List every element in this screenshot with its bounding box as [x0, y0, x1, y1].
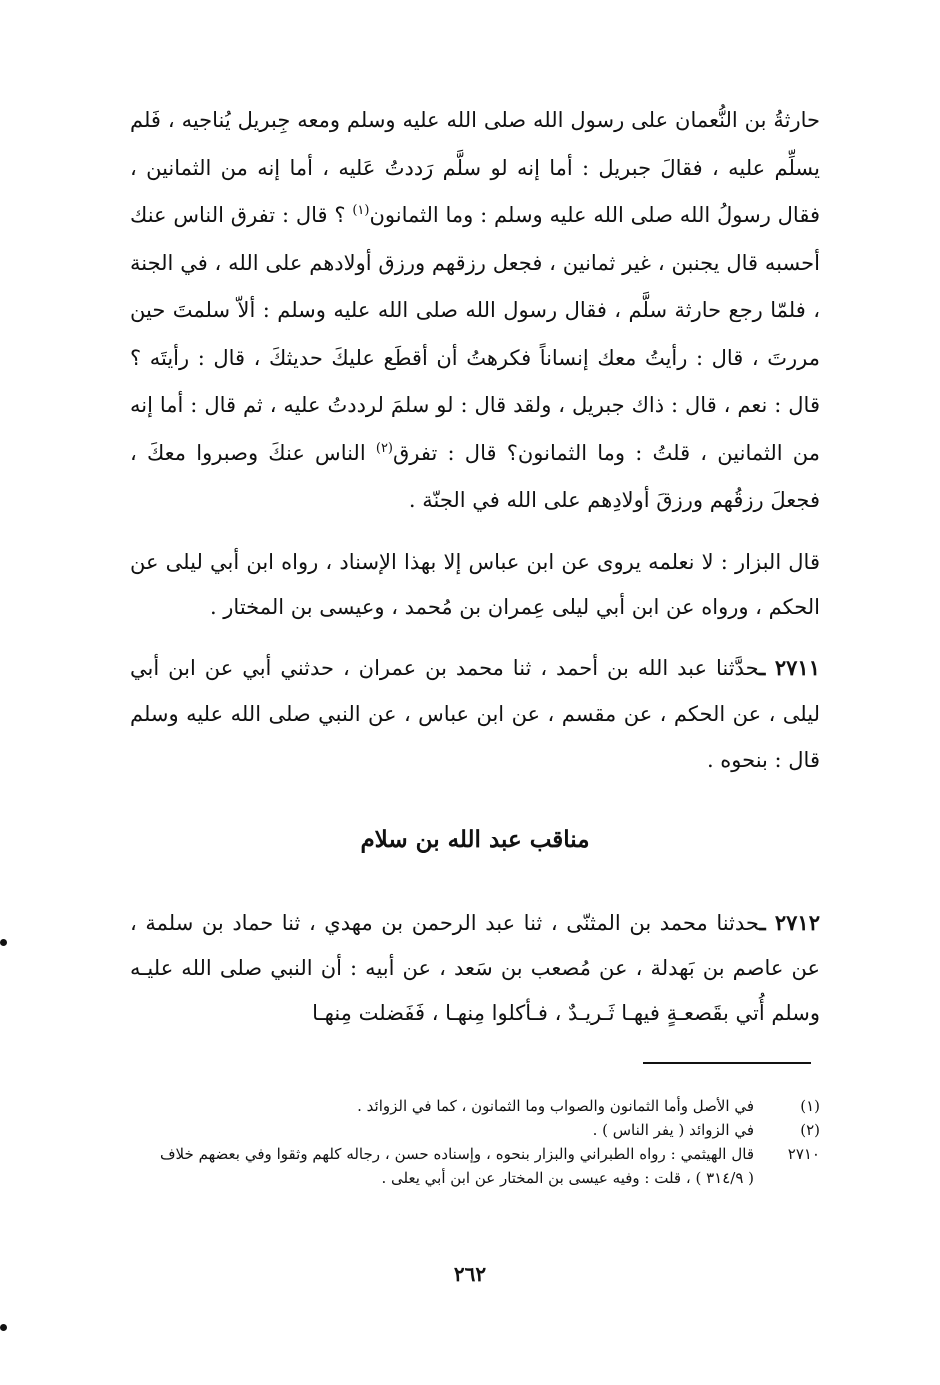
footnotes [160, 1094, 820, 1190]
paragraph-hadith-2712 [130, 900, 820, 1036]
paragraph-hadith-2710-continued [130, 97, 820, 525]
paragraph-1-text-a: حارثةُ بن النُّعمان على رسول الله صلى الله عليه وسلم ومعه جِبريل يُناجيه ، فَلم يسلِّم عليه ، فقالَ جبريل : أما إنه لو سلَّم رَددتُ عَليه ، أما إنه من الثمانين ، فقال رسولُ الله صلى الله عليه وسلم : وما الثمانون [130, 108, 820, 227]
section-heading: مناقب عبد الله بن سلام [360, 826, 590, 853]
paragraph-bazzar-comment: قال البزار : لا نعلمه يروى عن ابن عباس إلا بهذا الإسناد ، رواه ابن أبي ليلى عن الحكم ، ورواه عن ابن أبي ليلى عِمران بن مُحمد ، وعيسى بن المختار . [130, 550, 820, 619]
scan-artifact-dot [0, 1324, 7, 1331]
footnote-2-label: (٢) [800, 1121, 820, 1139]
hadith-2712-text: حدثنا محمد بن المثنّى ، ثنا عبد الرحمن بن مهدي ، ثنا حماد بن سلمة ، عن عاصم بن بَهدلة ، عن مُصعب بن سَعد ، عن أبيه : أن النبي صلى الله عليـه وسلم أُتي بقَصعـةٍ فيهـا ثَـريـدٌ ، فـأكلوا مِنهـا ، فَفَضلت مِنهـا [130, 911, 820, 1025]
footnote-1-label: (١) [800, 1097, 820, 1115]
footnote-1 [160, 1094, 820, 1118]
page-number: ٢٦٢ [453, 1262, 487, 1286]
paragraph-hadith-2711 [130, 645, 820, 783]
footnote-marker-2: (٢) [375, 440, 393, 456]
paragraph-1-text-b: ؟ [334, 203, 353, 227]
hadith-2711-text: حدَّثنا عبد الله بن أحمد ، ثنا محمد بن عمران ، حدثني أبي عن ابن أبي ليلى ، عن الحكم ، عن مقسم ، عن ابن عباس ، عن النبي صلى الله عليه وسلم قال : بنحوه . [130, 656, 820, 772]
footnote-2 [160, 1118, 820, 1142]
paragraph-1-text-d: الناس عنكَ وصبروا معكَ ، فجعلَ رزقُهم ورزقَ أولادِهم على الله في الجنّة . [130, 440, 820, 512]
hadith-number-2711: ٢٧١١ ـ [759, 655, 820, 680]
footnote-marker-1: (١) [352, 203, 370, 218]
footnote-1-text: في الأصل وأما الثمانون والصواب وما الثمانون ، كما في الزوائد . [357, 1097, 754, 1115]
footnote-2-text: في الزوائد ( يفر الناس ) . [592, 1121, 754, 1139]
hadith-number-2712: ٢٧١٢ ـ [759, 910, 820, 935]
footnote-2710-label: ٢٧١٠ [787, 1145, 820, 1163]
footnote-divider [643, 1062, 811, 1064]
footnote-2710-text: قال الهيثمي : رواه الطبراني والبزار بنحوه ، وإسناده حسن ، رجاله كلهم وثقوا وفي بعضهم خلاف ( ٣١٤/٩ ) ، قلت : وفيه عيسى بن المختار عن ابن أبي يعلى . [160, 1145, 754, 1187]
paragraph-1-text-c: قال : تفرق الناس عنك أحسبه قال يجنبن ، غير ثمانين ، فجعل رزقهم ورزق أولادهم على الله ، في الجنة ، فلمّا رجع حارثة سلَّم ، فقال رسول الله صلى الله عليه وسلم : ألاّ سلمتَ حين مررتَ ، قال : رأيتُ معك إنساناً فكرهتُ أن أقطَع عليكَ حديثكَ ، قال : رأيتَه ؟ قال : نعم ، قال : ذاك جبريل ، ولقد قال : لو سلمَ لرددتُ عليه ، ثم قال : أما إنه من الثمانين ، قلتُ : وما الثمانون؟ قال : تفرق [130, 203, 820, 465]
footnote-2710 [160, 1142, 820, 1190]
scan-artifact-dot [0, 939, 7, 946]
